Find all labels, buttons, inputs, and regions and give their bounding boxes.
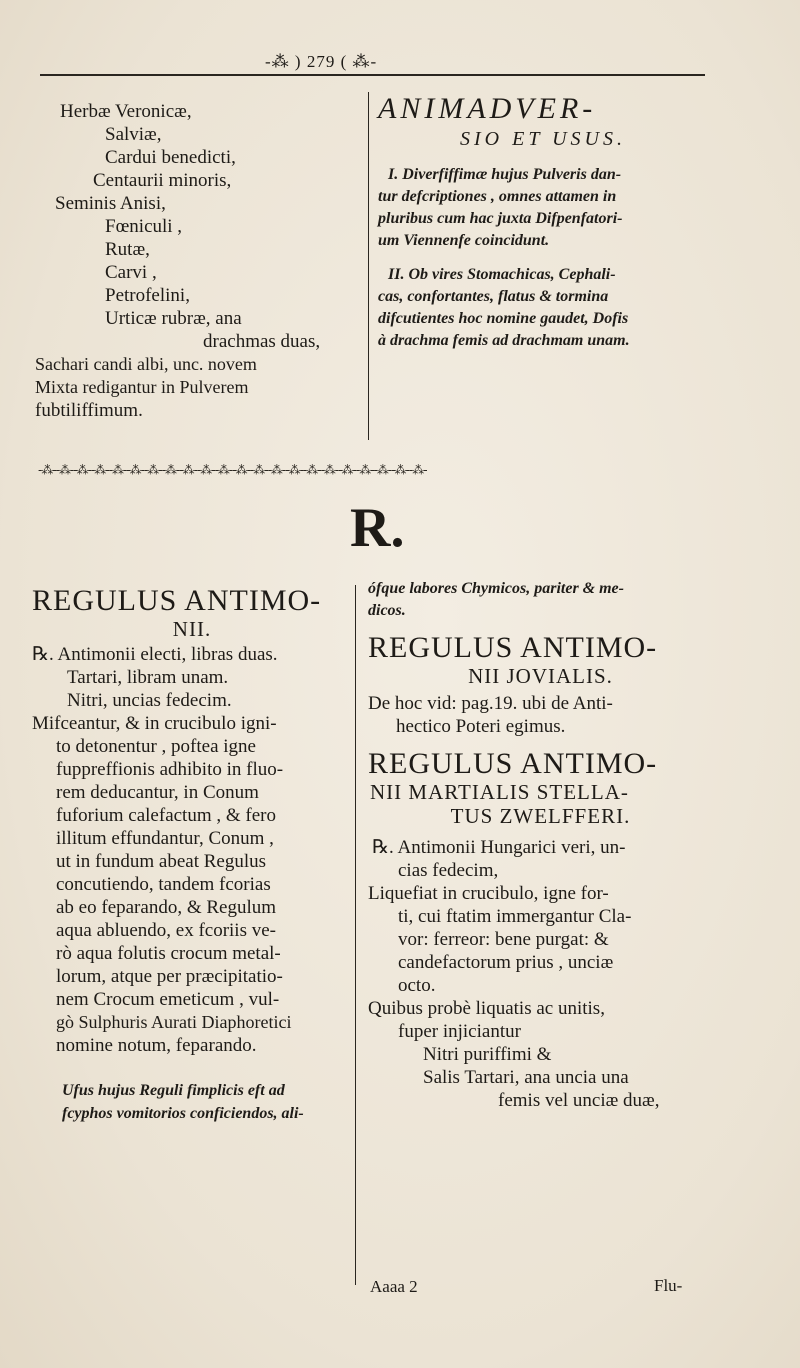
recipe-line: fuppreffionis adhibito in fluo- <box>56 759 284 780</box>
ornament-divider: -⁂--⁂--⁂--⁂--⁂--⁂--⁂--⁂--⁂--⁂--⁂--⁂--⁂--⁂--⁂--⁂--⁂--⁂--⁂--⁂--⁂--⁂- <box>38 463 427 477</box>
paragraph-line: difcutientes hoc nomine gaudet, Dofis <box>378 310 629 327</box>
regulus-antimonii-section <box>32 585 352 1125</box>
catchword: Flu- <box>654 1276 683 1295</box>
section-heading: REGULUS ANTIMO- <box>368 631 658 664</box>
recipe-line: ut in fundum abeat Regulus <box>56 851 267 872</box>
recipe-line: octo. <box>398 975 436 996</box>
recipe-line: to detonentur , poftea igne <box>56 736 256 757</box>
paragraph-line: tur defcriptiones , omnes attamen in <box>378 188 617 205</box>
paragraph-line: II. Ob vires Stomachicas, Cephali- <box>388 266 616 283</box>
section-title: ANIMADVER- <box>378 92 597 125</box>
ingredient-line: Salviæ, <box>105 124 162 145</box>
column-rule-top <box>368 92 369 440</box>
continued-line: ófque labores Chymicos, pariter & me- <box>368 580 624 597</box>
paragraph-line: à drachma femis ad drachmam unam. <box>378 332 630 349</box>
section-heading: REGULUS ANTIMO- <box>32 584 322 617</box>
ingredient-line: Centaurii minoris, <box>93 170 232 191</box>
ingredient-line: Herbæ Veronicæ, <box>60 101 192 122</box>
ingredient-line: Carvi , <box>105 262 157 283</box>
recipe-line: aqua abluendo, ex fcoriis ve- <box>56 920 276 941</box>
ingredient-line: Urticæ rubræ, ana <box>105 308 242 329</box>
recipe-line: vor: ferreor: bene purgat: & <box>398 929 609 950</box>
recipe-line: ℞. Antimonii Hungarici veri, un- <box>372 837 626 858</box>
section-heading: NII MARTIALIS STELLA- <box>370 780 629 804</box>
column-rule-bottom <box>355 585 356 1285</box>
section-heading: NII. <box>172 617 212 641</box>
recipe-line: femis vel unciæ duæ, <box>498 1090 660 1111</box>
recipe-line: ℞. Antimonii electi, libras duas. <box>32 644 278 665</box>
paragraph-line: pluribus cum hac juxta Difpenfatori- <box>378 210 623 227</box>
ingredient-line: Sachari candi albi, unc. novem <box>35 354 257 374</box>
recipe-line: concutiendo, tandem fcorias <box>56 874 271 895</box>
recipe-ingredient-list <box>35 100 360 422</box>
ingredient-line: Rutæ, <box>105 239 150 260</box>
animadversio-section <box>378 92 708 352</box>
ingredient-line: Petrofelini, <box>105 285 190 306</box>
ingredient-line: Mixta redigantur in Pulverem <box>35 377 249 397</box>
usus-line: fcyphos vomitorios conficiendos, ali- <box>62 1105 304 1122</box>
continued-line: dicos. <box>368 602 406 619</box>
section-subtitle: SIO ET USUS. <box>460 128 626 150</box>
header-rule <box>40 74 705 76</box>
section-heading: NII JOVIALIS. <box>468 664 613 688</box>
ingredient-line: Fœniculi , <box>105 216 183 237</box>
recipe-line: nomine notum, feparando. <box>56 1035 257 1056</box>
page-number-header: -⁂ ) 279 ( ⁂- <box>265 52 378 71</box>
signature-mark: Aaaa 2 <box>370 1277 418 1296</box>
recipe-line: Salis Tartari, ana uncia una <box>423 1067 629 1088</box>
paragraph-line: cas, confortantes, flatus & tormina <box>378 288 609 305</box>
recipe-line: gò Sulphuris Aurati Diaphoretici <box>56 1012 292 1032</box>
recipe-line: Liquefiat in crucibulo, igne for- <box>368 883 609 904</box>
recipe-line: candefactorum prius , unciæ <box>398 952 614 973</box>
recipe-line: fuforium calefactum , & fero <box>56 805 276 826</box>
ingredient-line: Cardui benedicti, <box>105 147 236 168</box>
recipe-line: Tartari, libram unam. <box>67 667 229 688</box>
recipe-line: Nitri puriffimi & <box>423 1044 552 1065</box>
recipe-line: lorum, atque per præcipitatio- <box>56 966 283 987</box>
recipe-line: ab eo feparando, & Regulum <box>56 897 277 918</box>
recipe-line: Nitri, uncias fedecim. <box>67 690 232 711</box>
recipe-line: Mifceantur, & in crucibulo igni- <box>32 713 277 734</box>
recipe-line: fuper injiciantur <box>398 1021 521 1042</box>
recipe-line: Quibus probè liquatis ac unitis, <box>368 998 605 1019</box>
recipe-line: ti, cui ftatim immergantur Cla- <box>398 906 632 927</box>
ingredient-line: Seminis Anisi, <box>55 193 166 214</box>
ingredient-line: drachmas duas, <box>203 331 321 352</box>
section-heading: TUS ZWELFFERI. <box>450 804 631 828</box>
right-bottom-column <box>368 578 713 1112</box>
paragraph-line: hectico Poteri egimus. <box>396 716 566 737</box>
paragraph-line: I. Diverfiffimæ hujus Pulveris dan- <box>388 166 622 183</box>
paragraph-line: um Viennenfe coincidunt. <box>378 232 550 249</box>
usus-line: Ufus hujus Reguli fimplicis eft ad <box>62 1082 285 1099</box>
recipe-line: cias fedecim, <box>398 860 499 881</box>
recipe-line: nem Crocum emeticum , vul- <box>56 989 280 1010</box>
recipe-line: rem deducantur, in Conum <box>56 782 259 803</box>
paragraph-line: De hoc vid: pag.19. ubi de Anti- <box>368 693 613 714</box>
section-letter: R. <box>350 497 405 559</box>
ingredient-line: fubtiliffimum. <box>35 400 143 421</box>
recipe-line: rò aqua folutis crocum metal- <box>56 943 281 964</box>
recipe-line: illitum effundantur, Conum , <box>56 828 274 849</box>
section-heading: REGULUS ANTIMO- <box>368 747 658 780</box>
